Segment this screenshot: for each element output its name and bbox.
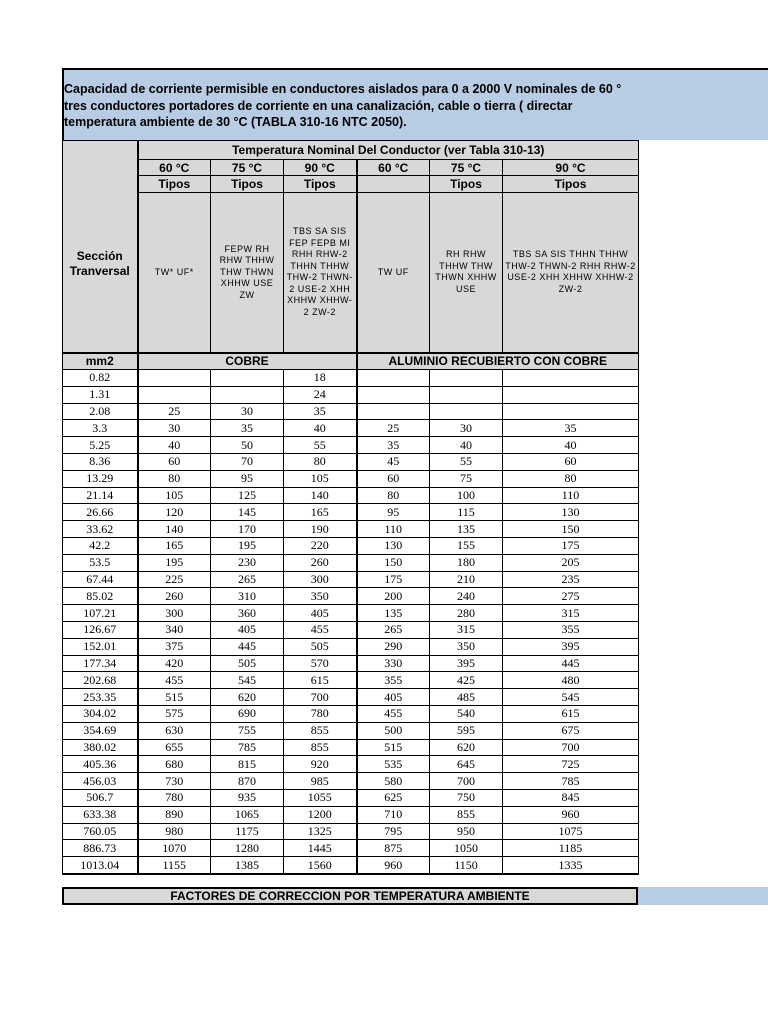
ampacity-cell: 645 — [430, 756, 503, 773]
ampacity-cell: 1050 — [430, 840, 503, 857]
ampacity-cell: 535 — [357, 756, 430, 773]
ampacity-cell: 855 — [284, 722, 357, 739]
temp-75-aluminum: 75 °C — [430, 160, 503, 176]
table-row — [63, 655, 639, 672]
ampacity-cell: 165 — [284, 504, 357, 521]
ampacity-cell: 935 — [211, 789, 284, 806]
ampacity-cell: 570 — [284, 655, 357, 672]
ampacity-cell: 230 — [211, 554, 284, 571]
ampacity-cell: 1280 — [211, 840, 284, 857]
ampacity-cell — [430, 370, 503, 387]
ampacity-cell: 700 — [430, 773, 503, 790]
table-row — [63, 504, 639, 521]
ampacity-cell: 730 — [138, 773, 211, 790]
section-cell: 42.2 — [63, 537, 138, 554]
ampacity-cell: 815 — [211, 756, 284, 773]
section-cell: 13.29 — [63, 470, 138, 487]
ampacity-cell: 1075 — [503, 823, 639, 840]
ampacity-cell: 95 — [211, 470, 284, 487]
section-cell: 85.02 — [63, 588, 138, 605]
ampacity-cell: 155 — [430, 537, 503, 554]
table-row — [63, 588, 639, 605]
section-cell: 2.08 — [63, 403, 138, 420]
ampacity-cell: 1560 — [284, 857, 357, 874]
section-cell: 506.7 — [63, 789, 138, 806]
ampacity-cell: 920 — [284, 756, 357, 773]
ampacity-cell: 30 — [430, 420, 503, 437]
title-line-2: tres conductores portadores de corriente en una canalización, cable o tierra ( directar — [64, 98, 573, 113]
tipos-label-3: Tipos — [284, 176, 357, 193]
ampacity-cell: 80 — [503, 470, 639, 487]
table-row — [63, 789, 639, 806]
ampacity-cell: 18 — [284, 370, 357, 387]
ampacity-cell: 235 — [503, 571, 639, 588]
table-row — [63, 857, 639, 874]
tipos-label-5: Tipos — [430, 176, 503, 193]
ampacity-cell: 545 — [503, 689, 639, 706]
ampacity-cell: 575 — [138, 705, 211, 722]
ampacity-cell: 785 — [503, 773, 639, 790]
ampacity-cell: 1065 — [211, 806, 284, 823]
ampacity-cell — [503, 403, 639, 420]
ampacity-cell: 130 — [357, 537, 430, 554]
section-cell: 202.68 — [63, 672, 138, 689]
ampacity-cell: 50 — [211, 437, 284, 454]
ampacity-cell: 40 — [284, 420, 357, 437]
ampacity-cell: 30 — [138, 420, 211, 437]
ampacity-cell: 80 — [284, 453, 357, 470]
section-cell: 5.25 — [63, 437, 138, 454]
section-cell: 1.31 — [63, 386, 138, 403]
ampacity-table — [62, 140, 639, 875]
tipos-label-4 — [357, 176, 430, 193]
ampacity-cell: 360 — [211, 605, 284, 622]
types-90-copper: TBS SA SIS FEP FEPB MI RHH RHW-2 THHN THHW THW-2 THWN-2 USE-2 XHH XHHW XHHW-2 ZW-2 — [284, 193, 357, 353]
ampacity-cell: 615 — [284, 672, 357, 689]
ampacity-cell: 350 — [284, 588, 357, 605]
table-row — [63, 672, 639, 689]
title-line-1: Capacidad de corriente permisible en conductores aislados para 0 a 2000 V nominales de 60 ° — [64, 82, 622, 96]
ampacity-cell: 35 — [503, 420, 639, 437]
table-row — [63, 521, 639, 538]
ampacity-cell: 180 — [430, 554, 503, 571]
ampacity-cell: 405 — [211, 621, 284, 638]
ampacity-cell: 445 — [211, 638, 284, 655]
section-cell: 405.36 — [63, 756, 138, 773]
ampacity-cell: 425 — [430, 672, 503, 689]
table-row — [63, 571, 639, 588]
table-row — [63, 689, 639, 706]
ampacity-cell: 55 — [284, 437, 357, 454]
ampacity-cell: 265 — [211, 571, 284, 588]
ampacity-cell: 515 — [138, 689, 211, 706]
ampacity-cell: 105 — [284, 470, 357, 487]
ampacity-cell: 24 — [284, 386, 357, 403]
ampacity-cell: 125 — [211, 487, 284, 504]
ampacity-cell: 890 — [138, 806, 211, 823]
table-row — [63, 705, 639, 722]
ampacity-cell: 25 — [357, 420, 430, 437]
ampacity-cell: 680 — [138, 756, 211, 773]
table-row — [63, 537, 639, 554]
ampacity-cell: 545 — [211, 672, 284, 689]
section-cell: 886.73 — [63, 840, 138, 857]
ampacity-cell: 260 — [138, 588, 211, 605]
temp-75-copper: 75 °C — [211, 160, 284, 176]
ampacity-cell: 690 — [211, 705, 284, 722]
ampacity-cell: 195 — [138, 554, 211, 571]
ampacity-cell: 205 — [503, 554, 639, 571]
ampacity-cell: 195 — [211, 537, 284, 554]
ampacity-cell: 855 — [284, 739, 357, 756]
section-cell: 0.82 — [63, 370, 138, 387]
ampacity-cell: 355 — [357, 672, 430, 689]
table-row — [63, 773, 639, 790]
section-cell: 633.38 — [63, 806, 138, 823]
ampacity-cell — [211, 386, 284, 403]
title-line-3: temperatura ambiente de 30 °C (TABLA 310-16 NTC 2050). — [64, 115, 407, 129]
ampacity-cell: 145 — [211, 504, 284, 521]
section-cell: 107.21 — [63, 605, 138, 622]
section-header: Sección Tranversal — [63, 141, 138, 353]
ampacity-cell: 700 — [503, 739, 639, 756]
table-row — [63, 756, 639, 773]
types-60-aluminum: TW UF — [357, 193, 430, 353]
ampacity-cell: 505 — [284, 638, 357, 655]
tipos-label-6: Tipos — [503, 176, 639, 193]
ampacity-cell — [357, 403, 430, 420]
ampacity-cell: 405 — [284, 605, 357, 622]
ampacity-cell: 150 — [503, 521, 639, 538]
ampacity-cell: 220 — [284, 537, 357, 554]
ampacity-cell: 785 — [211, 739, 284, 756]
temp-60-aluminum: 60 °C — [357, 160, 430, 176]
ampacity-cell: 1325 — [284, 823, 357, 840]
unit-label: mm2 — [63, 353, 138, 370]
ampacity-cell: 100 — [430, 487, 503, 504]
ampacity-cell: 150 — [357, 554, 430, 571]
table-row — [63, 722, 639, 739]
ampacity-cell: 480 — [503, 672, 639, 689]
ampacity-cell: 595 — [430, 722, 503, 739]
aluminum-label: ALUMINIO RECUBIERTO CON COBRE — [357, 353, 639, 370]
ampacity-cell: 445 — [503, 655, 639, 672]
ampacity-cell: 1150 — [430, 857, 503, 874]
section-cell: 354.69 — [63, 722, 138, 739]
table-row — [63, 823, 639, 840]
section-cell: 760.05 — [63, 823, 138, 840]
ampacity-cell: 80 — [357, 487, 430, 504]
ampacity-cell: 515 — [357, 739, 430, 756]
section-cell: 177.34 — [63, 655, 138, 672]
temp-90-aluminum: 90 °C — [503, 160, 639, 176]
ampacity-cell — [138, 386, 211, 403]
ampacity-cell: 870 — [211, 773, 284, 790]
ampacity-cell: 845 — [503, 789, 639, 806]
ampacity-cell — [357, 370, 430, 387]
ampacity-cell: 455 — [138, 672, 211, 689]
ampacity-cell: 140 — [138, 521, 211, 538]
ampacity-cell: 980 — [138, 823, 211, 840]
ampacity-cell: 310 — [211, 588, 284, 605]
ampacity-cell: 1155 — [138, 857, 211, 874]
ampacity-cell: 580 — [357, 773, 430, 790]
ampacity-cell: 40 — [430, 437, 503, 454]
types-90-aluminum: TBS SA SIS THHN THHW THW-2 THWN-2 RHH RHW-2 USE-2 XHH XHHW XHHW-2 ZW-2 — [503, 193, 639, 353]
table-title — [64, 81, 640, 131]
ampacity-cell: 120 — [138, 504, 211, 521]
ampacity-cell: 855 — [430, 806, 503, 823]
ampacity-cell: 330 — [357, 655, 430, 672]
table-row — [63, 739, 639, 756]
ampacity-cell: 225 — [138, 571, 211, 588]
ampacity-cell: 140 — [284, 487, 357, 504]
tipos-label-2: Tipos — [211, 176, 284, 193]
ampacity-cell: 290 — [357, 638, 430, 655]
ampacity-cell — [430, 386, 503, 403]
ampacity-cell: 60 — [503, 453, 639, 470]
ampacity-cell: 80 — [138, 470, 211, 487]
ampacity-cell: 420 — [138, 655, 211, 672]
ampacity-cell: 630 — [138, 722, 211, 739]
table-row — [63, 420, 639, 437]
ampacity-cell: 505 — [211, 655, 284, 672]
temp-60-copper: 60 °C — [138, 160, 211, 176]
section-cell: 456.03 — [63, 773, 138, 790]
section-cell: 21.14 — [63, 487, 138, 504]
section-cell: 3.3 — [63, 420, 138, 437]
section-cell: 53.5 — [63, 554, 138, 571]
section-cell: 253.35 — [63, 689, 138, 706]
section-cell: 380.02 — [63, 739, 138, 756]
section-cell: 33.62 — [63, 521, 138, 538]
correction-factors-title: FACTORES DE CORRECCION POR TEMPERATURA AMBIENTE — [62, 887, 638, 905]
temperature-title: Temperatura Nominal Del Conductor (ver Tabla 310-13) — [138, 141, 639, 160]
ampacity-cell: 35 — [357, 437, 430, 454]
ampacity-cell: 710 — [357, 806, 430, 823]
types-60-copper: TW* UF* — [138, 193, 211, 353]
table-row — [63, 806, 639, 823]
ampacity-cell: 210 — [430, 571, 503, 588]
ampacity-cell: 395 — [503, 638, 639, 655]
ampacity-cell: 165 — [138, 537, 211, 554]
ampacity-cell: 500 — [357, 722, 430, 739]
ampacity-cell: 355 — [503, 621, 639, 638]
ampacity-cell: 170 — [211, 521, 284, 538]
ampacity-cell: 75 — [430, 470, 503, 487]
table-row — [63, 437, 639, 454]
table-row — [63, 386, 639, 403]
ampacity-cell: 35 — [211, 420, 284, 437]
ampacity-cell: 135 — [357, 605, 430, 622]
ampacity-cell: 265 — [357, 621, 430, 638]
ampacity-cell: 960 — [503, 806, 639, 823]
types-75-copper: FEPW RH RHW THHW THW THWN XHHW USE ZW — [211, 193, 284, 353]
ampacity-cell: 275 — [503, 588, 639, 605]
ampacity-cell: 175 — [503, 537, 639, 554]
ampacity-cell: 105 — [138, 487, 211, 504]
ampacity-cell: 485 — [430, 689, 503, 706]
ampacity-cell: 725 — [503, 756, 639, 773]
ampacity-cell: 95 — [357, 504, 430, 521]
ampacity-cell: 110 — [357, 521, 430, 538]
section-cell: 8.36 — [63, 453, 138, 470]
temp-90-copper: 90 °C — [284, 160, 357, 176]
ampacity-cell: 1200 — [284, 806, 357, 823]
ampacity-cell: 300 — [138, 605, 211, 622]
table-row — [63, 638, 639, 655]
ampacity-cell: 40 — [503, 437, 639, 454]
ampacity-cell: 795 — [357, 823, 430, 840]
ampacity-cell: 175 — [357, 571, 430, 588]
section-cell: 304.02 — [63, 705, 138, 722]
ampacity-cell: 985 — [284, 773, 357, 790]
ampacity-cell: 675 — [503, 722, 639, 739]
table-row — [63, 487, 639, 504]
ampacity-cell: 1175 — [211, 823, 284, 840]
ampacity-cell — [138, 370, 211, 387]
ampacity-cell: 30 — [211, 403, 284, 420]
ampacity-cell: 540 — [430, 705, 503, 722]
ampacity-cell: 700 — [284, 689, 357, 706]
ampacity-cell — [503, 370, 639, 387]
ampacity-cell: 1055 — [284, 789, 357, 806]
ampacity-cell — [430, 403, 503, 420]
ampacity-cell: 615 — [503, 705, 639, 722]
section-cell: 67.44 — [63, 571, 138, 588]
ampacity-cell: 45 — [357, 453, 430, 470]
ampacity-cell: 1185 — [503, 840, 639, 857]
ampacity-cell — [211, 370, 284, 387]
table-row — [63, 470, 639, 487]
ampacity-cell: 25 — [138, 403, 211, 420]
ampacity-cell — [503, 386, 639, 403]
copper-label: COBRE — [138, 353, 357, 370]
ampacity-cell: 315 — [430, 621, 503, 638]
table-row — [63, 403, 639, 420]
table-row — [63, 370, 639, 387]
ampacity-cell: 60 — [357, 470, 430, 487]
ampacity-cell: 315 — [503, 605, 639, 622]
ampacity-cell: 405 — [357, 689, 430, 706]
ampacity-cell: 260 — [284, 554, 357, 571]
ampacity-cell: 55 — [430, 453, 503, 470]
ampacity-cell: 340 — [138, 621, 211, 638]
ampacity-cell: 375 — [138, 638, 211, 655]
types-75-aluminum: RH RHW THHW THW THWN XHHW USE — [430, 193, 503, 353]
ampacity-cell: 1335 — [503, 857, 639, 874]
ampacity-cell: 455 — [357, 705, 430, 722]
ampacity-cell: 130 — [503, 504, 639, 521]
ampacity-cell: 755 — [211, 722, 284, 739]
ampacity-cell: 190 — [284, 521, 357, 538]
ampacity-cell: 135 — [430, 521, 503, 538]
ampacity-cell: 300 — [284, 571, 357, 588]
ampacity-cell: 455 — [284, 621, 357, 638]
section-cell: 126.67 — [63, 621, 138, 638]
table-row — [63, 554, 639, 571]
ampacity-cell: 115 — [430, 504, 503, 521]
ampacity-cell: 625 — [357, 789, 430, 806]
ampacity-cell: 395 — [430, 655, 503, 672]
ampacity-cell: 70 — [211, 453, 284, 470]
ampacity-cell: 960 — [357, 857, 430, 874]
ampacity-cell: 200 — [357, 588, 430, 605]
ampacity-cell: 280 — [430, 605, 503, 622]
tipos-label-1: Tipos — [138, 176, 211, 193]
section-cell: 152.01 — [63, 638, 138, 655]
ampacity-cell: 950 — [430, 823, 503, 840]
ampacity-cell: 60 — [138, 453, 211, 470]
table-row — [63, 621, 639, 638]
ampacity-cell: 1070 — [138, 840, 211, 857]
section-cell: 1013.04 — [63, 857, 138, 874]
table-row — [63, 840, 639, 857]
ampacity-cell: 350 — [430, 638, 503, 655]
ampacity-cell: 875 — [357, 840, 430, 857]
ampacity-cell: 655 — [138, 739, 211, 756]
ampacity-cell: 110 — [503, 487, 639, 504]
ampacity-cell: 780 — [284, 705, 357, 722]
ampacity-cell: 1445 — [284, 840, 357, 857]
section-cell: 26.66 — [63, 504, 138, 521]
table-row — [63, 453, 639, 470]
ampacity-cell: 1385 — [211, 857, 284, 874]
ampacity-cell: 780 — [138, 789, 211, 806]
ampacity-cell: 35 — [284, 403, 357, 420]
ampacity-cell: 40 — [138, 437, 211, 454]
ampacity-cell: 750 — [430, 789, 503, 806]
ampacity-cell: 620 — [211, 689, 284, 706]
ampacity-cell: 620 — [430, 739, 503, 756]
ampacity-cell: 240 — [430, 588, 503, 605]
table-row — [63, 605, 639, 622]
ampacity-cell — [357, 386, 430, 403]
